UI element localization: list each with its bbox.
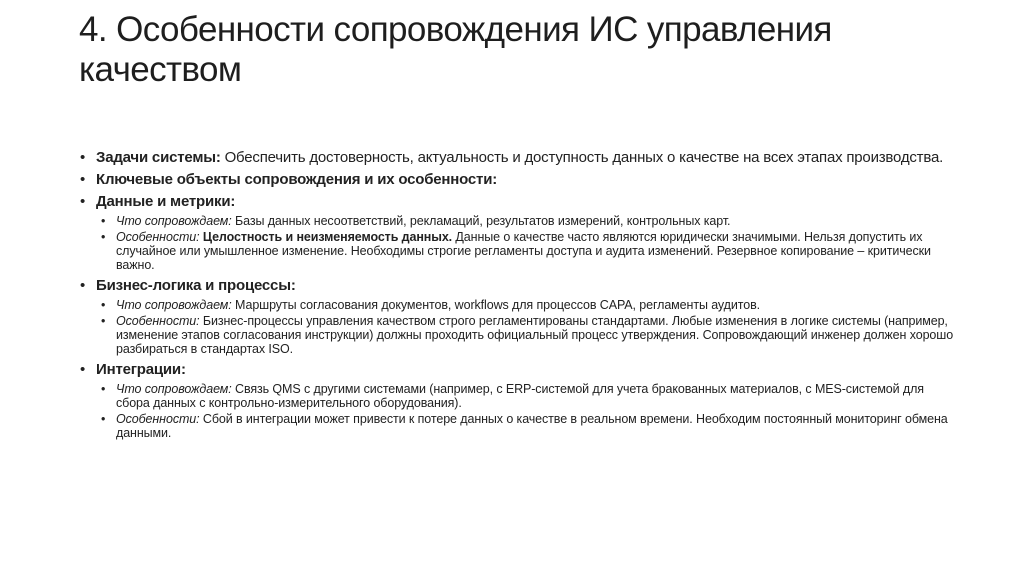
sub-item-what — [96, 298, 960, 312]
bullet-icon: • — [80, 277, 86, 294]
sub-item-label: Особенности: — [116, 314, 200, 328]
bullet-icon: • — [80, 193, 86, 210]
item-heading: Задачи системы: — [96, 149, 221, 166]
item-heading: Данные и метрики: — [96, 193, 236, 210]
sub-bullet-icon: • — [101, 412, 106, 426]
list-item-business-logic — [80, 278, 960, 356]
sub-item-label: Особенности: — [116, 412, 200, 426]
sub-item-features — [96, 412, 960, 440]
list-item-data-metrics — [80, 194, 960, 272]
sub-bullet-icon: • — [101, 230, 106, 244]
sub-item-text: Бизнес-процессы управления качеством строго регламентированы стандартами. Любые изменения в логике системы (например, изменение этапов согласования инструкции) должны проходить официальный процесс утверждения. Сопровождающий инженер должен хорошо разбираться в стандартах ISO. — [116, 314, 954, 356]
list-item-tasks — [80, 150, 960, 166]
list-item-key-objects — [80, 172, 960, 188]
bullet-icon: • — [80, 171, 86, 188]
sub-item-text: Маршруты согласования документов, workflows для процессов CAPA, регламенты аудитов. — [231, 298, 760, 312]
sub-item-emphasis: Целостность и неизменяемость данных. — [199, 230, 453, 244]
sub-item-features — [96, 230, 960, 272]
sub-item-features — [96, 314, 960, 356]
bullet-icon: • — [80, 149, 86, 166]
bullet-icon: • — [80, 361, 86, 378]
slide-title: 4. Особенности сопровождения ИС управления качеством — [79, 10, 832, 89]
list-item-integrations — [80, 362, 960, 440]
item-text: Обеспечить достоверность, актуальность и доступность данных о качестве на всех этапах производства. — [220, 149, 944, 166]
sub-list — [96, 298, 960, 356]
sub-bullet-icon: • — [101, 214, 106, 228]
sub-bullet-icon: • — [101, 382, 106, 396]
sub-item-text: Данные о качестве часто являются юридически значимыми. Нельзя допустить их случайное или умышленное изменение. Необходимы строгие регламенты доступа и аудита изменений. Резервное копирование – критически важно. — [116, 230, 931, 272]
content-list — [80, 150, 960, 446]
sub-bullet-icon: • — [101, 298, 106, 312]
sub-item-label: Что сопровождаем: — [116, 298, 232, 312]
sub-bullet-icon: • — [101, 314, 106, 328]
item-heading: Бизнес-логика и процессы: — [96, 277, 296, 294]
sub-list — [96, 382, 960, 440]
item-heading: Интеграции: — [96, 361, 186, 378]
sub-item-what — [96, 214, 960, 228]
sub-item-label: Что сопровождаем: — [116, 382, 232, 396]
sub-item-label: Особенности: — [116, 230, 200, 244]
item-heading: Ключевые объекты сопровождения и их особенности: — [96, 171, 498, 188]
sub-item-text: Связь QMS с другими системами (например, с ERP-системой для учета бракованных материалов, с MES-системой для сбора данных с контрольно-измерительного оборудования). — [116, 382, 924, 410]
sub-item-label: Что сопровождаем: — [116, 214, 232, 228]
sub-list — [96, 214, 960, 272]
sub-item-text: Сбой в интеграции может привести к потере данных о качестве в реальном времени. Необходим постоянный мониторинг обмена данными. — [116, 412, 948, 440]
sub-item-what — [96, 382, 960, 410]
sub-item-text: Базы данных несоответствий, рекламаций, результатов измерений, контрольных карт. — [231, 214, 731, 228]
